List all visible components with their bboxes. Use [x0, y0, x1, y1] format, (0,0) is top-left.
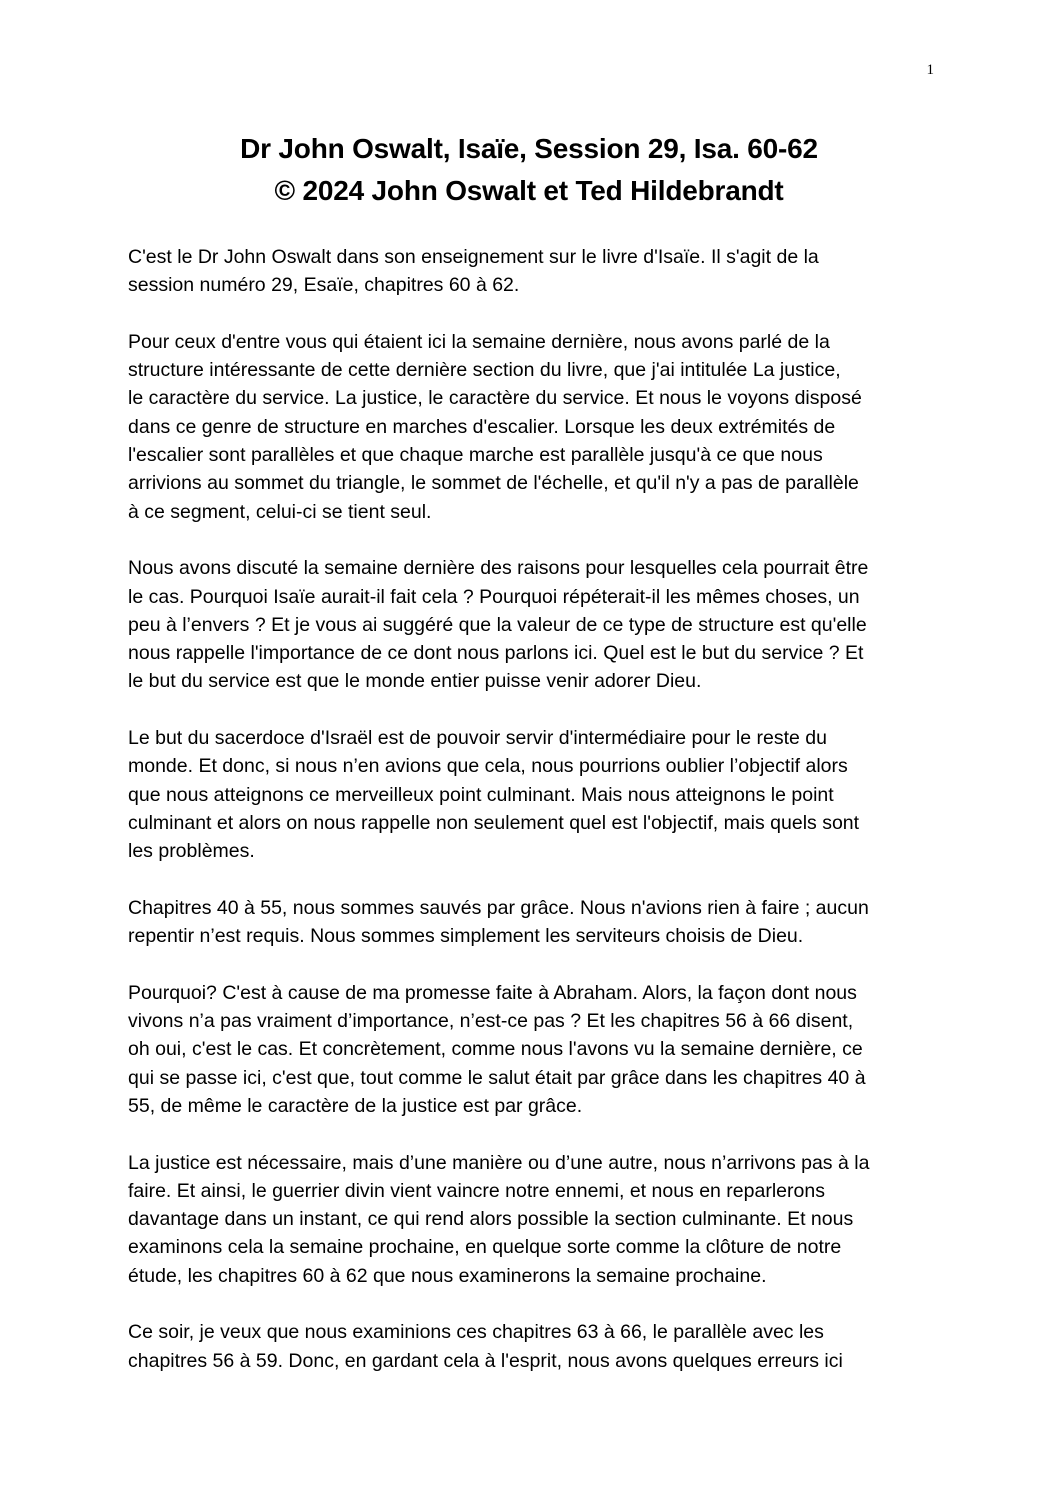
text-line: que nous atteignons ce merveilleux point culminant. Mais nous atteignons le point	[128, 783, 834, 806]
text-line: oh oui, c'est le cas. Et concrètement, comme nous l'avons vu la semaine dernière, ce	[128, 1038, 863, 1061]
text-line: C'est le Dr John Oswalt dans son enseignement sur le livre d'Isaïe. Il s'agit de la	[128, 246, 819, 268]
paragraph-3	[128, 554, 934, 695]
text-line: peu à l’envers ? Et je vous ai suggéré que la valeur de ce type de structure est qu'elle	[128, 613, 867, 636]
text-line: les problèmes.	[128, 840, 255, 863]
text-line: Chapitres 40 à 55, nous sommes sauvés par grâce. Nous n'avions rien à faire ; aucun	[128, 896, 869, 919]
document-title	[0, 128, 1058, 212]
paragraph-8	[128, 1318, 934, 1375]
text-line: l'escalier sont parallèles et que chaque marche est parallèle jusqu'à ce que nous	[128, 444, 823, 467]
text-line: qui se passe ici, c'est que, tout comme le salut était par grâce dans les chapitres 40 à	[128, 1066, 866, 1089]
text-line: nous rappelle l'importance de ce dont nous parlons ici. Quel est le but du service ? Et	[128, 642, 864, 665]
paragraph-1	[128, 243, 934, 300]
text-line: session numéro 29, Esaïe, chapitres 60 à 62.	[128, 274, 520, 297]
text-line: vivons n’a pas vraiment d’importance, n’est-ce pas ? Et les chapitres 56 à 66 disent,	[128, 1010, 854, 1033]
text-line: dans ce genre de structure en marches d'escalier. Lorsque les deux extrémités de	[128, 415, 836, 438]
page-number: 1	[926, 62, 934, 78]
text-line: chapitres 56 à 59. Donc, en gardant cela à l'esprit, nous avons quelques erreurs ici	[128, 1349, 843, 1372]
text-line: le but du service est que le monde entier puisse venir adorer Dieu.	[128, 670, 702, 693]
text-line: Pour ceux d'entre vous qui étaient ici la semaine dernière, nous avons parlé de la	[128, 330, 830, 353]
text-line: étude, les chapitres 60 à 62 que nous examinerons la semaine prochaine.	[128, 1264, 767, 1287]
paragraph-4	[128, 724, 934, 865]
paragraph-5	[128, 894, 934, 951]
text-line: arrivions au sommet du triangle, le sommet de l'échelle, et qu'il n'y a pas de parallèle	[128, 472, 859, 495]
text-line: faire. Et ainsi, le guerrier divin vient vaincre notre ennemi, et nous en reparlerons	[128, 1179, 825, 1202]
text-line: culminant et alors on nous rappelle non seulement quel est l'objectif, mais quels sont	[128, 811, 860, 834]
text-line: Le but du sacerdoce d'Israël est de pouvoir servir d'intermédiaire pour le reste du	[128, 727, 827, 750]
text-line: Pourquoi? C'est à cause de ma promesse faite à Abraham. Alors, la façon dont nous	[128, 981, 857, 1004]
paragraph-7	[128, 1149, 934, 1290]
text-line: examinons cela la semaine prochaine, en quelque sorte comme la clôture de notre	[128, 1236, 842, 1259]
title-line-1: Dr John Oswalt, Isaïe, Session 29, Isa. 60-62	[240, 133, 818, 164]
text-line: à ce segment, celui-ci se tient seul.	[128, 500, 432, 523]
paragraph-6	[128, 979, 934, 1120]
text-line: structure intéressante de cette dernière section du livre, que j'ai intitulée La justice,	[128, 359, 841, 382]
text-line: La justice est nécessaire, mais d’une manière ou d’une autre, nous n’arrivons pas à la	[128, 1151, 870, 1174]
paragraph-2	[128, 328, 934, 526]
text-line: le caractère du service. La justice, le caractère du service. Et nous le voyons disposé	[128, 387, 862, 410]
text-line: davantage dans un instant, ce qui rend alors possible la section culminante. Et nous	[128, 1208, 854, 1231]
text-line: monde. Et donc, si nous n’en avions que cela, nous pourrions oublier l’objectif alors	[128, 755, 848, 778]
text-line: repentir n’est requis. Nous sommes simplement les serviteurs choisis de Dieu.	[128, 925, 804, 948]
text-line: 55, de même le caractère de la justice est par grâce.	[128, 1094, 583, 1117]
text-line: Nous avons discuté la semaine dernière des raisons pour lesquelles cela pourrait être	[128, 557, 869, 580]
text-line: le cas. Pourquoi Isaïe aurait-il fait cela ? Pourquoi répéterait-il les mêmes choses, un	[128, 585, 860, 608]
text-line: Ce soir, je veux que nous examinions ces chapitres 63 à 66, le parallèle avec les	[128, 1321, 824, 1344]
title-line-2: © 2024 John Oswalt et Ted Hildebrandt	[274, 175, 784, 206]
document-body	[128, 243, 934, 1403]
